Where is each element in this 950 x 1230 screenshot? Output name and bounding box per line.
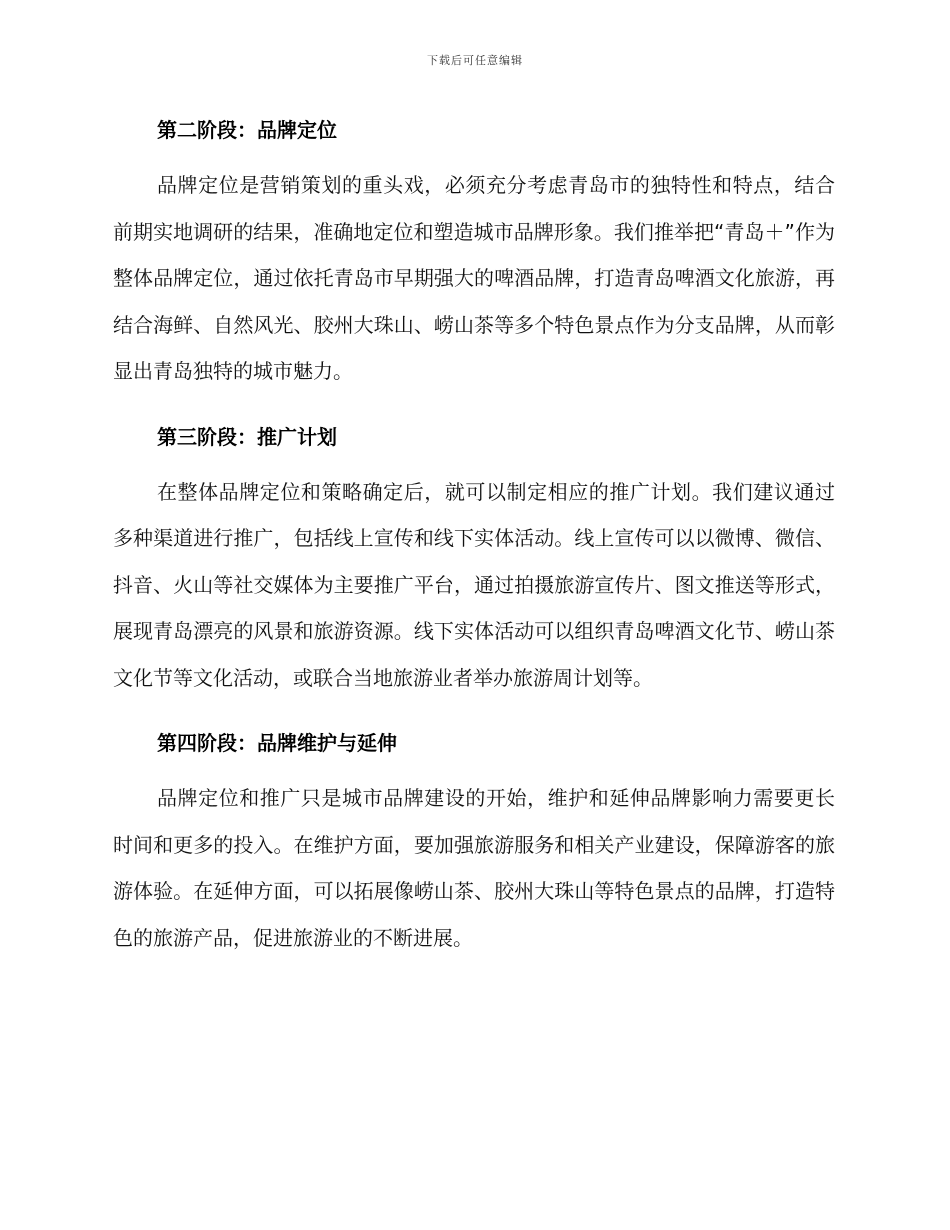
section-promotion-plan (113, 417, 835, 702)
section-paragraph: 品牌定位是营销策划的重头戏，必须充分考虑青岛市的独特性和特点，结合前期实地调研的结果，准确地定位和塑造城市品牌形象。我们推举把“青岛＋”作为整体品牌定位，通过依托青岛市早期强大的啤酒品牌，打造青岛啤酒文化旅游，再结合海鲜、自然风光、胶州大珠山、崂山茶等多个特色景点作为分支品牌，从而彰显出青岛独特的城市魅力。 (113, 173, 835, 383)
section-heading: 第四阶段：品牌维护与延伸 (157, 731, 397, 755)
section-heading: 第二阶段：品牌定位 (157, 118, 337, 142)
section-heading: 第三阶段：推广计划 (157, 424, 337, 449)
document-body (113, 110, 835, 961)
section-brand-maintenance (113, 723, 835, 961)
section-paragraph: 品牌定位和推广只是城市品牌建设的开始，维护和延伸品牌影响力需要更长时间和更多的投入。在维护方面，要加强旅游服务和相关产业建设，保障游客的旅游体验。在延伸方面，可以拓展像崂山茶、胶州大珠山等特色景点的品牌，打造特色的旅游产品，促进旅游业的不断进展。 (113, 786, 835, 950)
section-paragraph: 在整体品牌定位和策略确定后，就可以制定相应的推广计划。我们建议通过多种渠道进行推广，包括线上宣传和线下实体活动。线上宣传可以以微博、微信、抖音、火山等社交媒体为主要推广平台，通过拍摄旅游宣传片、图文推送等形式，展现青岛漂亮的风景和旅游资源。线下实体活动可以组织青岛啤酒文化节、崂山茶文化节等文化活动，或联合当地旅游业者举办旅游周计划等。 (113, 479, 835, 690)
page-header: 下载后可任意编辑 (427, 54, 523, 67)
section-brand-positioning (113, 110, 835, 395)
